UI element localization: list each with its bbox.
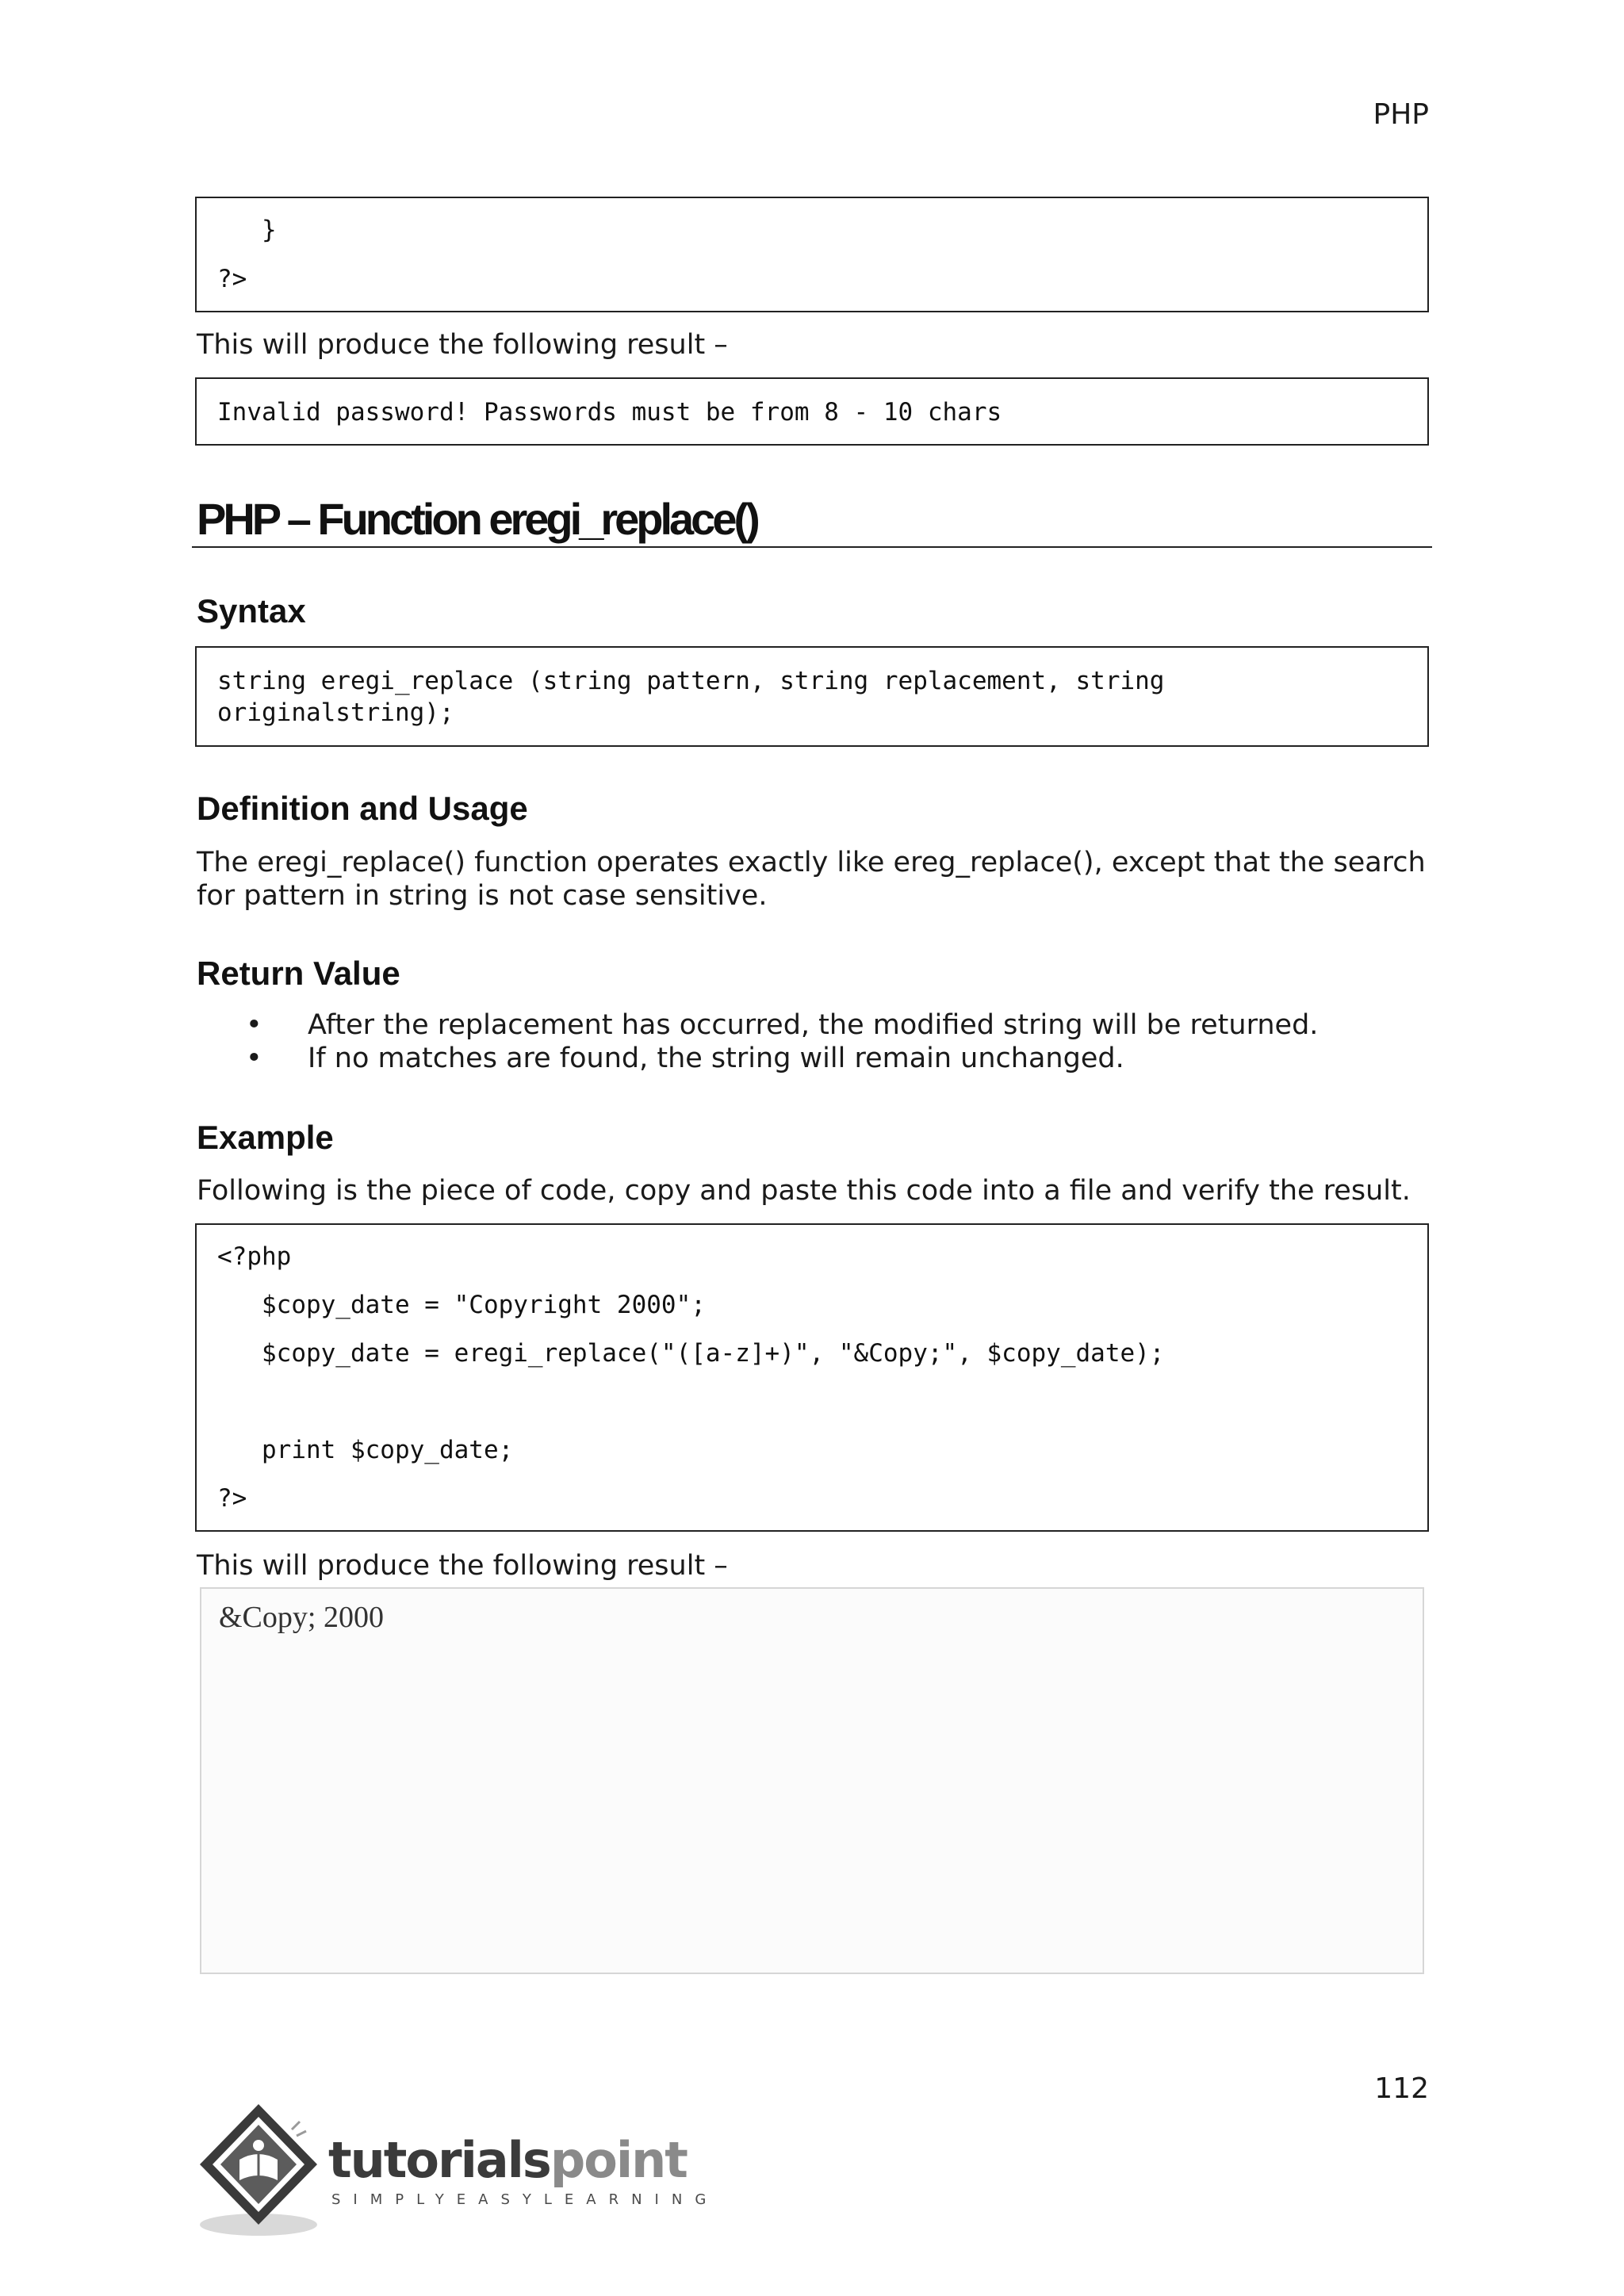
page-number: 112	[1374, 2072, 1429, 2105]
syntax-heading: Syntax	[197, 592, 306, 629]
definition-text-line-2: for pattern in string is not case sensitive.	[197, 880, 768, 912]
logo-wordmark-part: tutorials	[328, 2131, 550, 2189]
result-intro-text: This will produce the following result –	[197, 1550, 728, 1582]
return-value-list	[197, 1008, 1318, 1075]
list-item-text: After the replacement has occurred, the modified string will be returned.	[308, 1009, 1319, 1041]
tutorialspoint-logo	[193, 2098, 719, 2241]
code-line: $copy_date = eregi_replace("([a-z]+)", "&Copy;", $copy_date);	[217, 1339, 1165, 1368]
logo-emblem-icon	[193, 2098, 328, 2241]
running-header: PHP	[1373, 98, 1429, 131]
code-line: print $copy_date;	[217, 1436, 514, 1464]
definition-heading: Definition and Usage	[197, 790, 528, 827]
result-intro-text: This will produce the following result –	[197, 329, 728, 361]
list-item	[197, 1042, 1318, 1075]
bullet-glyph: •	[246, 1009, 262, 1041]
list-item	[197, 1008, 1318, 1042]
example-heading: Example	[197, 1119, 334, 1156]
code-line: }	[217, 216, 277, 244]
code-line: ?>	[217, 265, 247, 293]
code-line: ?>	[217, 1484, 247, 1513]
code-tail-box	[195, 197, 1429, 312]
code-line: originalstring);	[217, 698, 454, 727]
list-item-text: If no matches are found, the string will remain unchanged.	[308, 1043, 1124, 1074]
browser-output-text: &Copy; 2000	[219, 1601, 384, 1634]
definition-text-line-1: The eregi_replace() function operates exactly like ereg_replace(), except that the search	[197, 847, 1426, 878]
section-title: PHP – Function eregi_replace()	[197, 494, 757, 544]
example-code-box	[195, 1223, 1429, 1532]
result-output-box	[195, 377, 1429, 446]
syntax-code-box	[195, 646, 1429, 747]
code-line: <?php	[217, 1242, 292, 1271]
logo-tagline: SIMPLYEASYLEARNING	[331, 2191, 719, 2208]
code-line: string eregi_replace (string pattern, string replacement, string	[217, 667, 1165, 695]
logo-wordmark-accent: point	[550, 2131, 687, 2189]
logo-wordmark	[328, 2131, 687, 2189]
section-title-rule	[192, 546, 1432, 548]
example-intro-text: Following is the piece of code, copy and paste this code into a file and verify the result.	[197, 1175, 1411, 1207]
return-value-heading: Return Value	[197, 955, 400, 992]
code-line: $copy_date = "Copyright 2000";	[217, 1291, 706, 1319]
result-output-line: Invalid password! Passwords must be from 8 - 10 chars	[217, 398, 1002, 427]
browser-output-screenshot	[200, 1587, 1424, 1974]
bullet-glyph: •	[246, 1043, 262, 1074]
